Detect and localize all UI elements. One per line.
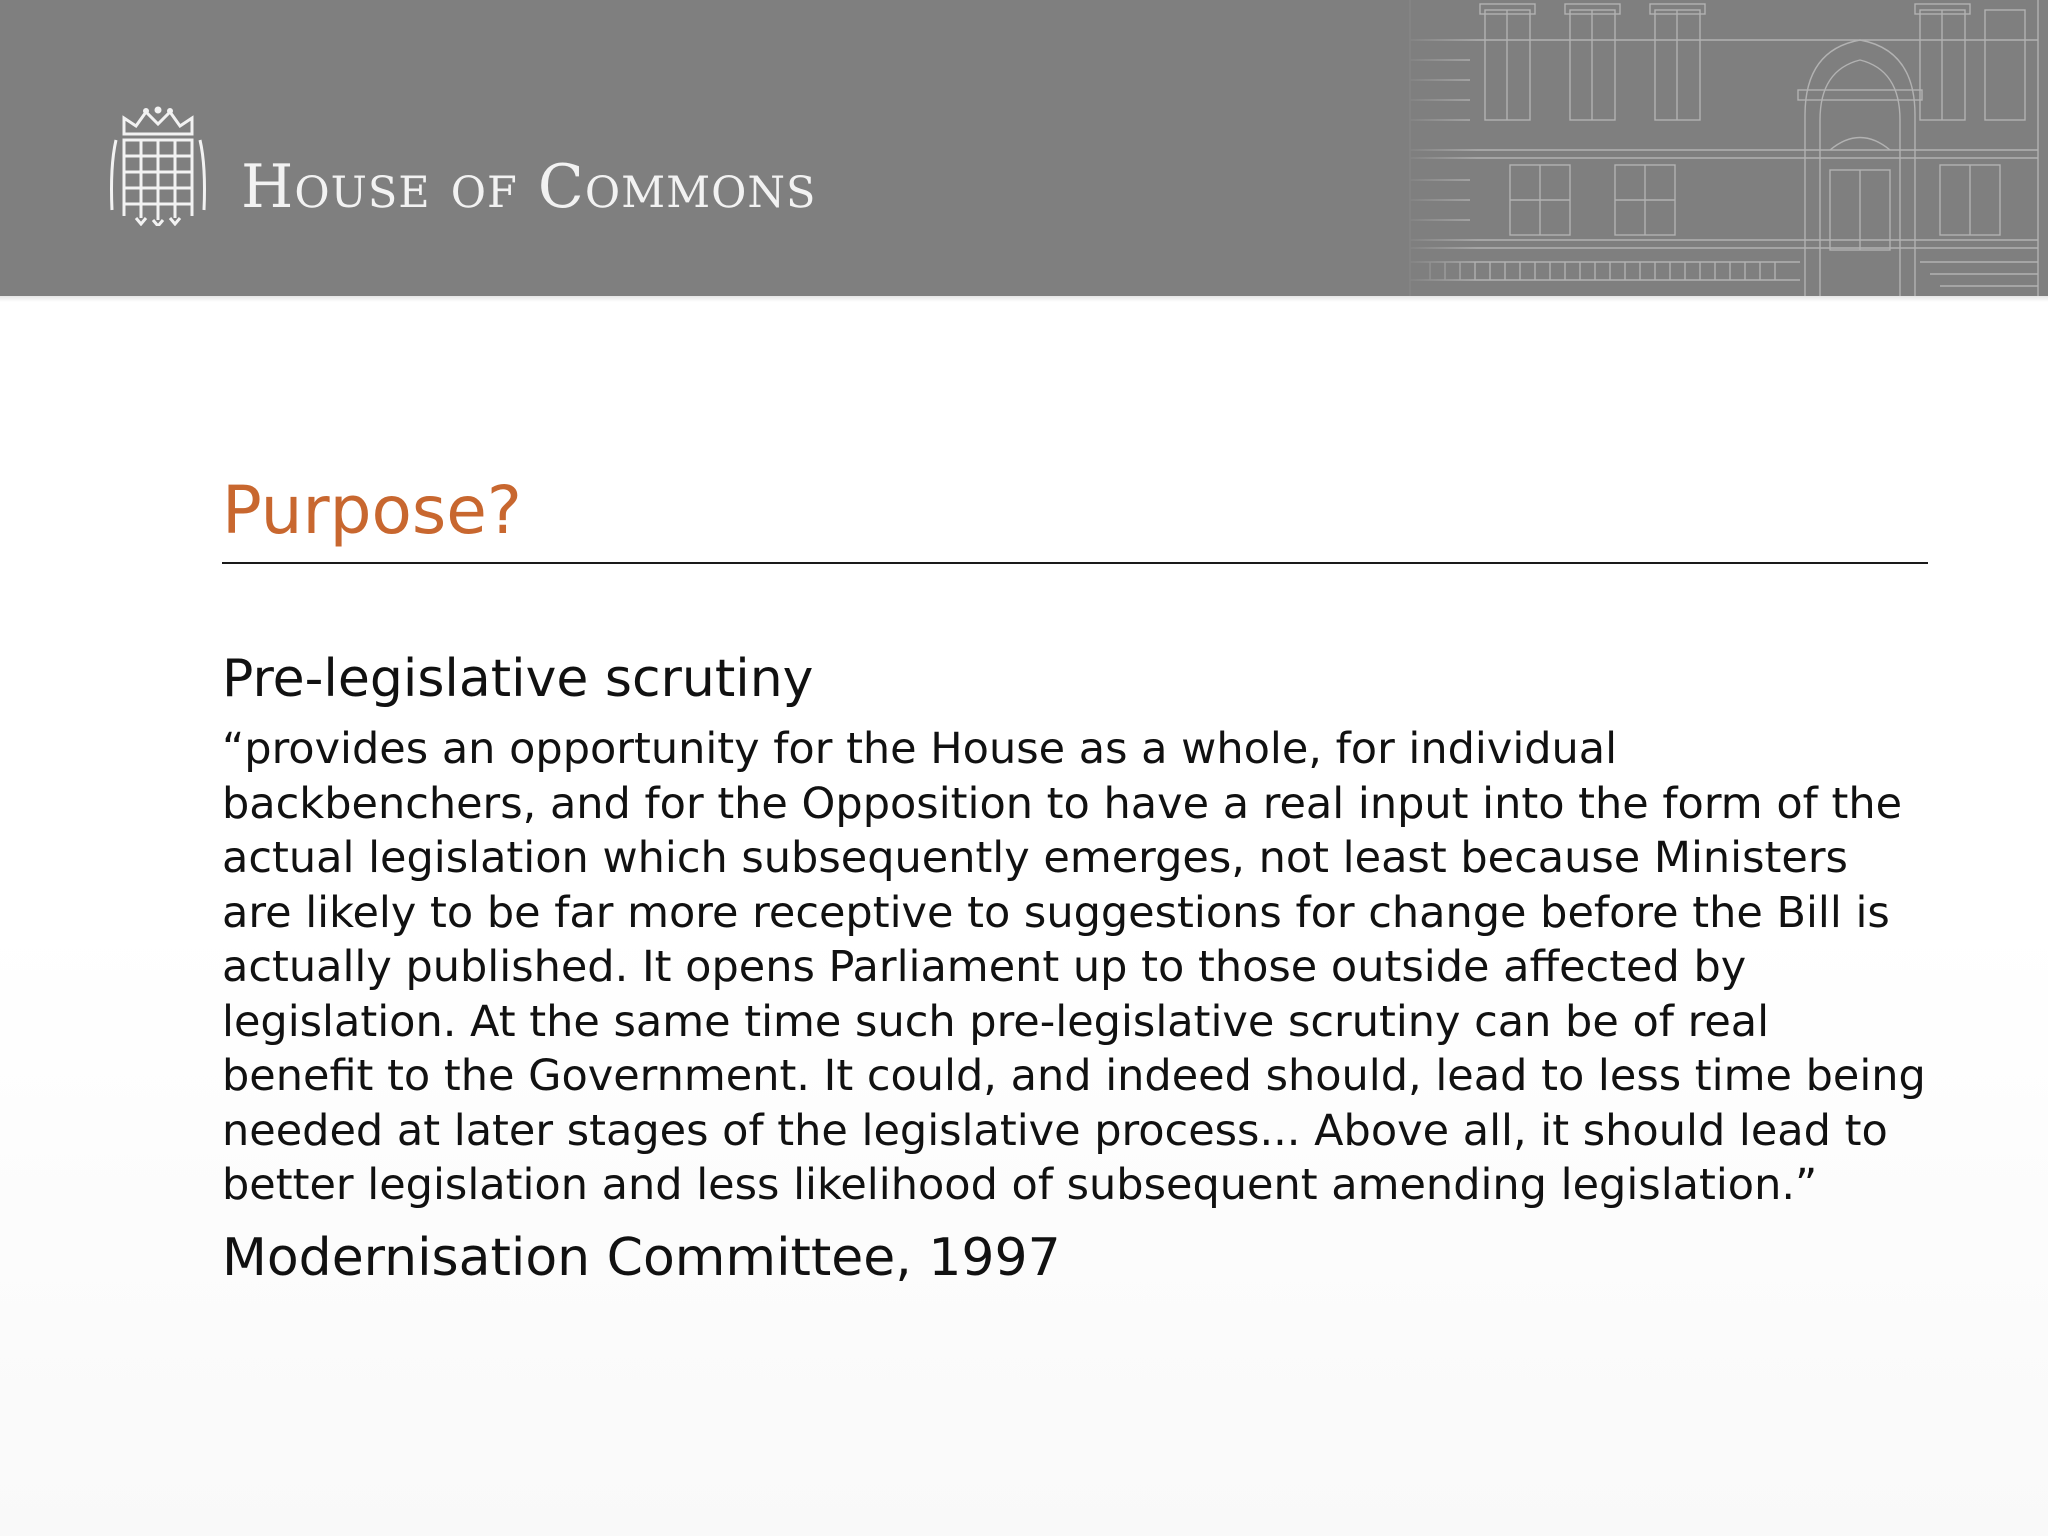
slide-subheading: Pre-legislative scrutiny: [222, 649, 814, 709]
heading-divider: [222, 562, 1928, 564]
portcullis-icon: [106, 106, 210, 226]
brand-letter-h: H: [241, 152, 295, 222]
quote-text: “provides an opportunity for the House as a whole, for individual backbenchers, and for the Opposition to have a real input into the form of the actual legislation which subsequently emerges, not least because Ministers are likely to be far more receptive to suggestions for change before the Bill is actually published. It opens Parliament up to those outside affected by legislation. At the same time such pre-legislative scrutiny can be of real benefit to the Government. It could, and indeed should, lead to less time being needed at later stages of the legislative process... Above all, it should lead to better legislation and less likelihood of subsequent amending legislation.”: [222, 724, 1926, 1210]
banner-shadow: [0, 296, 2048, 302]
house-of-commons-title: [241, 152, 817, 228]
quote-attribution: Modernisation Committee, 1997: [222, 1227, 1061, 1288]
brand-of: OF: [450, 168, 518, 218]
slide-heading: Purpose?: [222, 472, 522, 549]
building-illustration: [1400, 0, 2048, 296]
brand-ouse: OUSE: [294, 168, 431, 218]
header-banner: [0, 0, 2048, 296]
brand-letter-c: C: [537, 152, 585, 222]
slide-content: [222, 470, 1928, 1289]
brand-ommons: OMMONS: [584, 168, 817, 218]
